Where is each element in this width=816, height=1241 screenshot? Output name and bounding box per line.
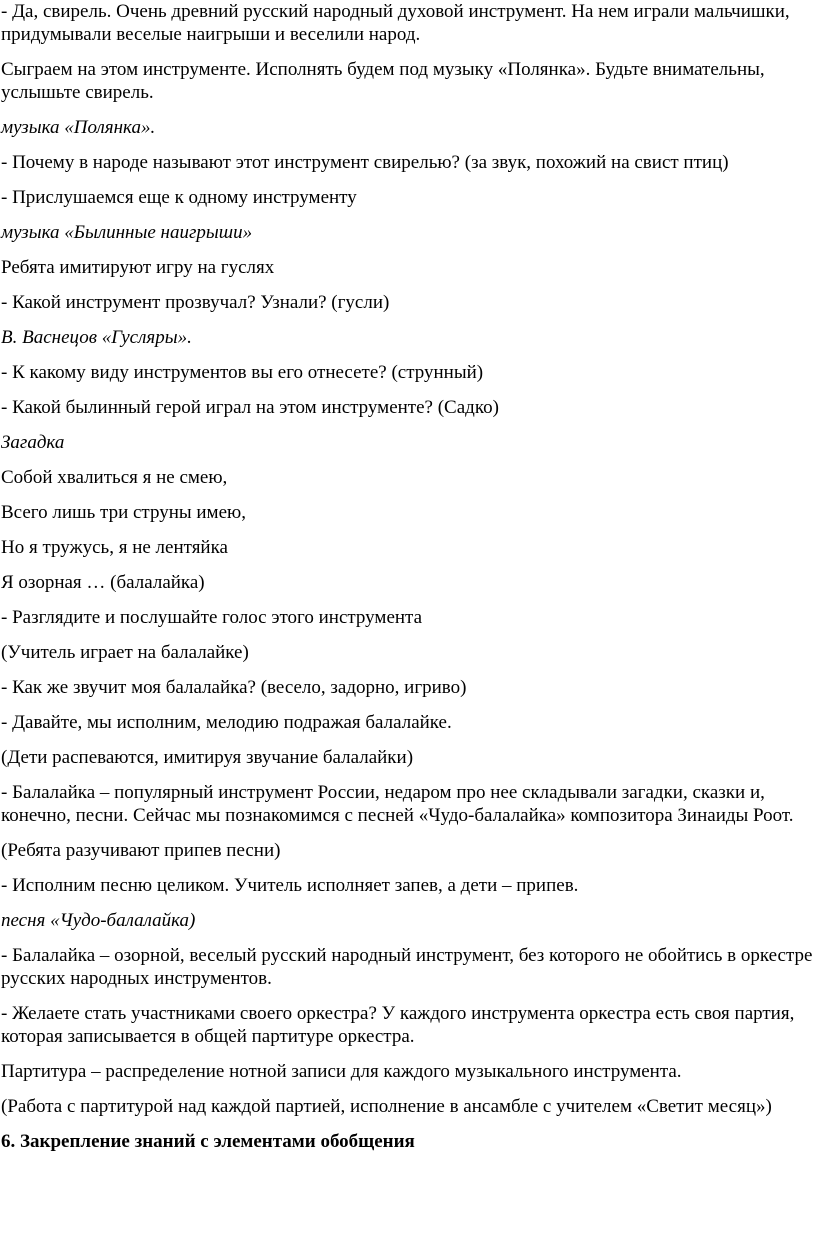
paragraph-italic: песня «Чудо-балалайка) xyxy=(1,910,196,931)
paragraph: - Почему в народе называют этот инструмент свирелью? (за звук, похожий на свист птиц) xyxy=(1,152,729,173)
paragraph: - Желаете стать участниками своего оркестра? У каждого инструмента оркестра есть своя партия, которая записывается в общей партитуре оркестра. xyxy=(1,1003,795,1047)
paragraph: - Балалайка – озорной, веселый русский народный инструмент, без которого не обойтись в оркестре русских народных инструментов. xyxy=(1,945,813,989)
paragraph: - Да, свирель. Очень древний русский народный духовой инструмент. На нем играли мальчишки, придумывали веселые наигрыши и веселили народ. xyxy=(1,1,790,45)
paragraph-italic: музыка «Полянка». xyxy=(1,117,156,138)
paragraph: - Исполним песню целиком. Учитель исполняет запев, а дети – припев. xyxy=(1,875,579,896)
poem-line: Всего лишь три струны имею, xyxy=(1,502,246,523)
paragraph: Сыграем на этом инструменте. Исполнять будем под музыку «Полянка». Будьте внимательны, услышьте свирель. xyxy=(1,59,765,103)
paragraph: (Учитель играет на балалайке) xyxy=(1,642,249,663)
paragraph: Партитура – распределение нотной записи для каждого музыкального инструмента. xyxy=(1,1061,682,1082)
paragraph: - Балалайка – популярный инструмент России, недаром про нее складывали загадки, сказки и, конечно, песни. Сейчас мы познакомимся с песней «Чудо-балалайка» композитора Зинаиды Роот. xyxy=(1,782,794,826)
section-heading: 6. Закрепление знаний с элементами обобщения xyxy=(1,1131,415,1152)
paragraph: (Работа с партитурой над каждой партией, исполнение в ансамбле с учителем «Светит месяц») xyxy=(1,1096,772,1117)
document-body xyxy=(1,0,815,1153)
paragraph: Ребята имитируют игру на гуслях xyxy=(1,257,275,278)
paragraph-italic: Загадка xyxy=(1,432,65,453)
paragraph-italic: музыка «Былинные наигрыши» xyxy=(1,222,253,243)
paragraph: - Как же звучит моя балалайка? (весело, задорно, игриво) xyxy=(1,677,467,698)
paragraph: - Какой инструмент прозвучал? Узнали? (гусли) xyxy=(1,292,390,313)
poem-line: Но я тружусь, я не лентяйка xyxy=(1,537,228,558)
poem-line: Я озорная … (балалайка) xyxy=(1,572,205,593)
paragraph: - Разглядите и послушайте голос этого инструмента xyxy=(1,607,423,628)
paragraph: - К какому виду инструментов вы его отнесете? (струнный) xyxy=(1,362,484,383)
paragraph-italic: В. Васнецов «Гусляры». xyxy=(1,327,192,348)
paragraph: - Какой былинный герой играл на этом инструменте? (Садко) xyxy=(1,397,499,418)
paragraph: (Дети распеваются, имитируя звучание балалайки) xyxy=(1,747,414,768)
poem-line: Собой хвалиться я не смею, xyxy=(1,467,228,488)
paragraph: - Давайте, мы исполним, мелодию подражая балалайке. xyxy=(1,712,452,733)
paragraph: - Прислушаемся еще к одному инструменту xyxy=(1,187,357,208)
paragraph: (Ребята разучивают припев песни) xyxy=(1,840,281,861)
